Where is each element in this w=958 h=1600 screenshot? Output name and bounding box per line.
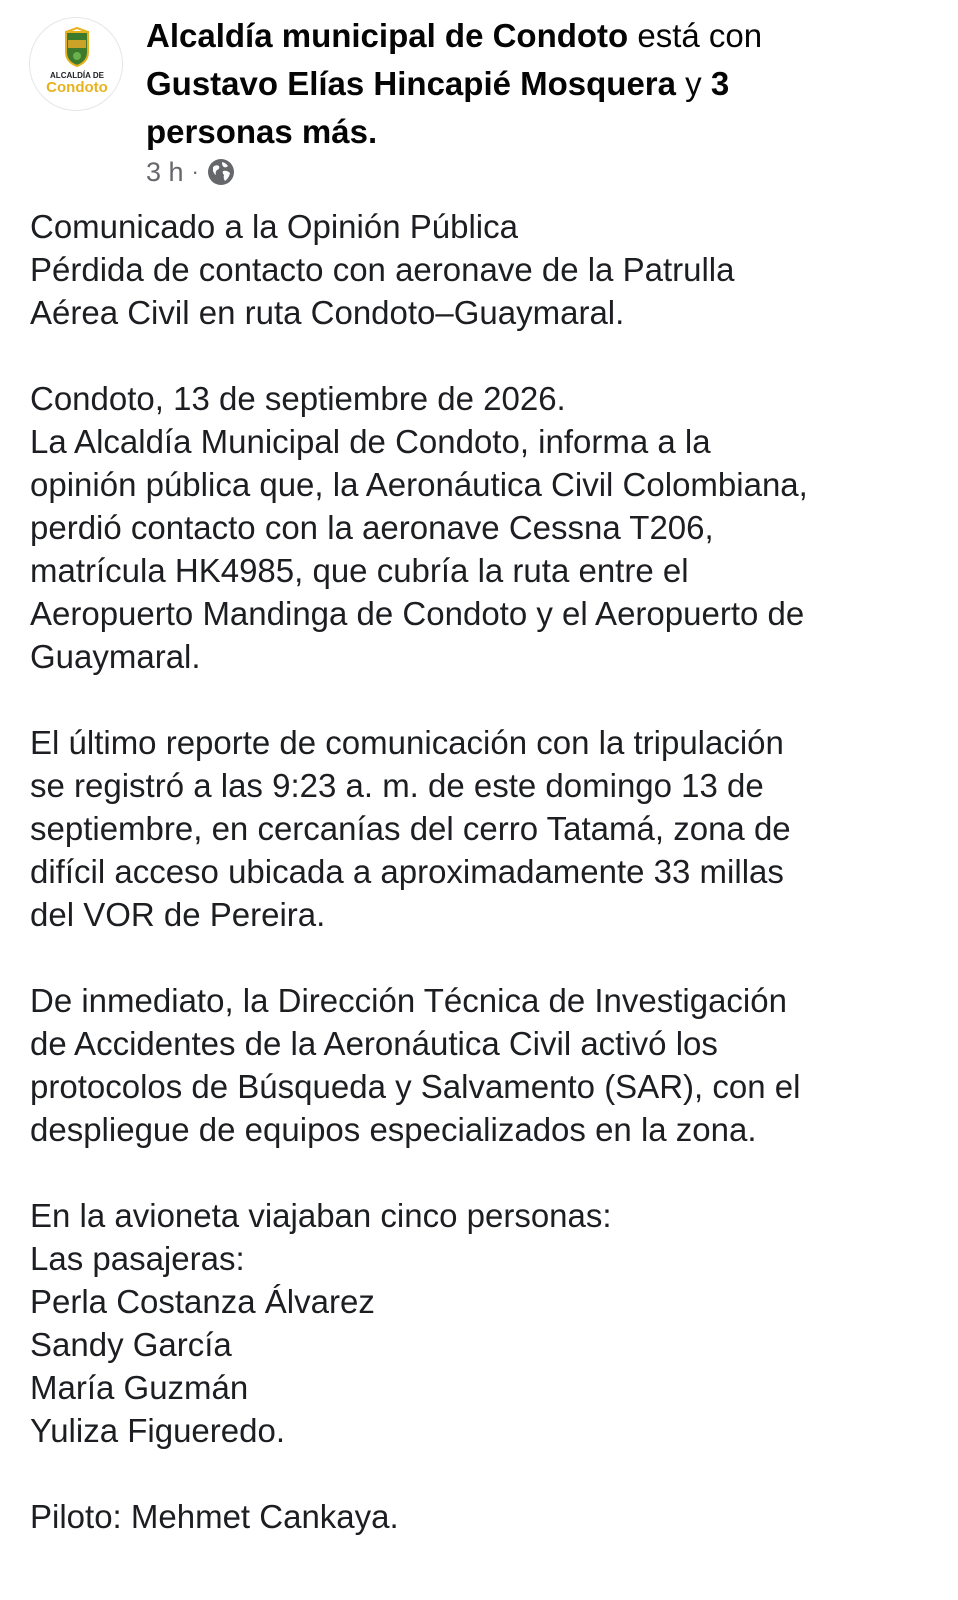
post-header-text	[146, 12, 846, 156]
body-line: El último reporte de comunicación con la tripulación	[30, 724, 784, 761]
post-timestamp[interactable]: 3 h	[146, 156, 184, 187]
condoto-logo	[30, 18, 123, 111]
passenger-name: Sandy García	[30, 1326, 232, 1363]
author-link[interactable]: Alcaldía municipal de Condoto	[146, 17, 629, 54]
body-line: septiembre, en cercanías del cerro Tatamá, zona de	[30, 810, 791, 847]
paragraph-gap	[30, 1151, 930, 1194]
communique-title: Comunicado a la Opinión Pública	[30, 208, 518, 245]
communique-subtitle-line-1: Pérdida de contacto con aeronave de la Patrulla	[30, 251, 735, 288]
body-line: protocolos de Búsqueda y Salvamento (SAR), con el	[30, 1068, 801, 1105]
body-line: Aeropuerto Mandinga de Condoto y el Aeropuerto de	[30, 595, 805, 632]
with-text: está con	[637, 17, 763, 54]
tagged-person-link[interactable]: Gustavo Elías Hincapié Mosquera	[146, 65, 676, 102]
logo-top-text: ALCALDÍA DE	[50, 71, 104, 80]
page-avatar[interactable]	[29, 17, 123, 111]
body-line: del VOR de Pereira.	[30, 896, 326, 933]
body-line: se registró a las 9:23 a. m. de este domingo 13 de	[30, 767, 764, 804]
paragraph-gap	[30, 936, 930, 979]
body-line: En la avioneta viajaban cinco personas:	[30, 1197, 612, 1234]
meta-separator: ·	[191, 159, 199, 184]
pilot-line: Piloto: Mehmet Cankaya.	[30, 1498, 399, 1535]
paragraph-gap	[30, 1452, 930, 1495]
body-line: La Alcaldía Municipal de Condoto, informa a la	[30, 423, 711, 460]
post-body	[30, 205, 930, 1538]
logo-name-text: Condoto	[46, 79, 108, 96]
communique-subtitle-line-2: Aérea Civil en ruta Condoto–Guaymaral.	[30, 294, 625, 331]
post-meta	[146, 154, 235, 190]
passenger-name: Perla Costanza Álvarez	[30, 1283, 375, 1320]
passengers-label: Las pasajeras:	[30, 1240, 245, 1277]
passenger-name: María Guzmán	[30, 1369, 249, 1406]
body-line: De inmediato, la Dirección Técnica de Investigación	[30, 982, 787, 1019]
body-line: opinión pública que, la Aeronáutica Civil Colombiana,	[30, 466, 808, 503]
body-line: difícil acceso ubicada a aproximadamente 33 millas	[30, 853, 784, 890]
body-line: matrícula HK4985, que cubría la ruta entre el	[30, 552, 689, 589]
post-header	[0, 0, 958, 200]
paragraph-gap	[30, 334, 930, 377]
others-link[interactable]: 3 personas más	[146, 65, 730, 150]
passenger-name: Yuliza Figueredo.	[30, 1412, 285, 1449]
globe-icon[interactable]	[207, 158, 235, 186]
body-line: despliegue de equipos especializados en la zona.	[30, 1111, 757, 1148]
and-text: y	[685, 65, 702, 102]
header-period: .	[367, 113, 378, 150]
paragraph-gap	[30, 678, 930, 721]
body-line: Guaymaral.	[30, 638, 201, 675]
body-line: de Accidentes de la Aeronáutica Civil activó los	[30, 1025, 718, 1062]
date-line: Condoto, 13 de septiembre de 2026.	[30, 380, 566, 417]
body-line: perdió contacto con la aeronave Cessna T206,	[30, 509, 714, 546]
